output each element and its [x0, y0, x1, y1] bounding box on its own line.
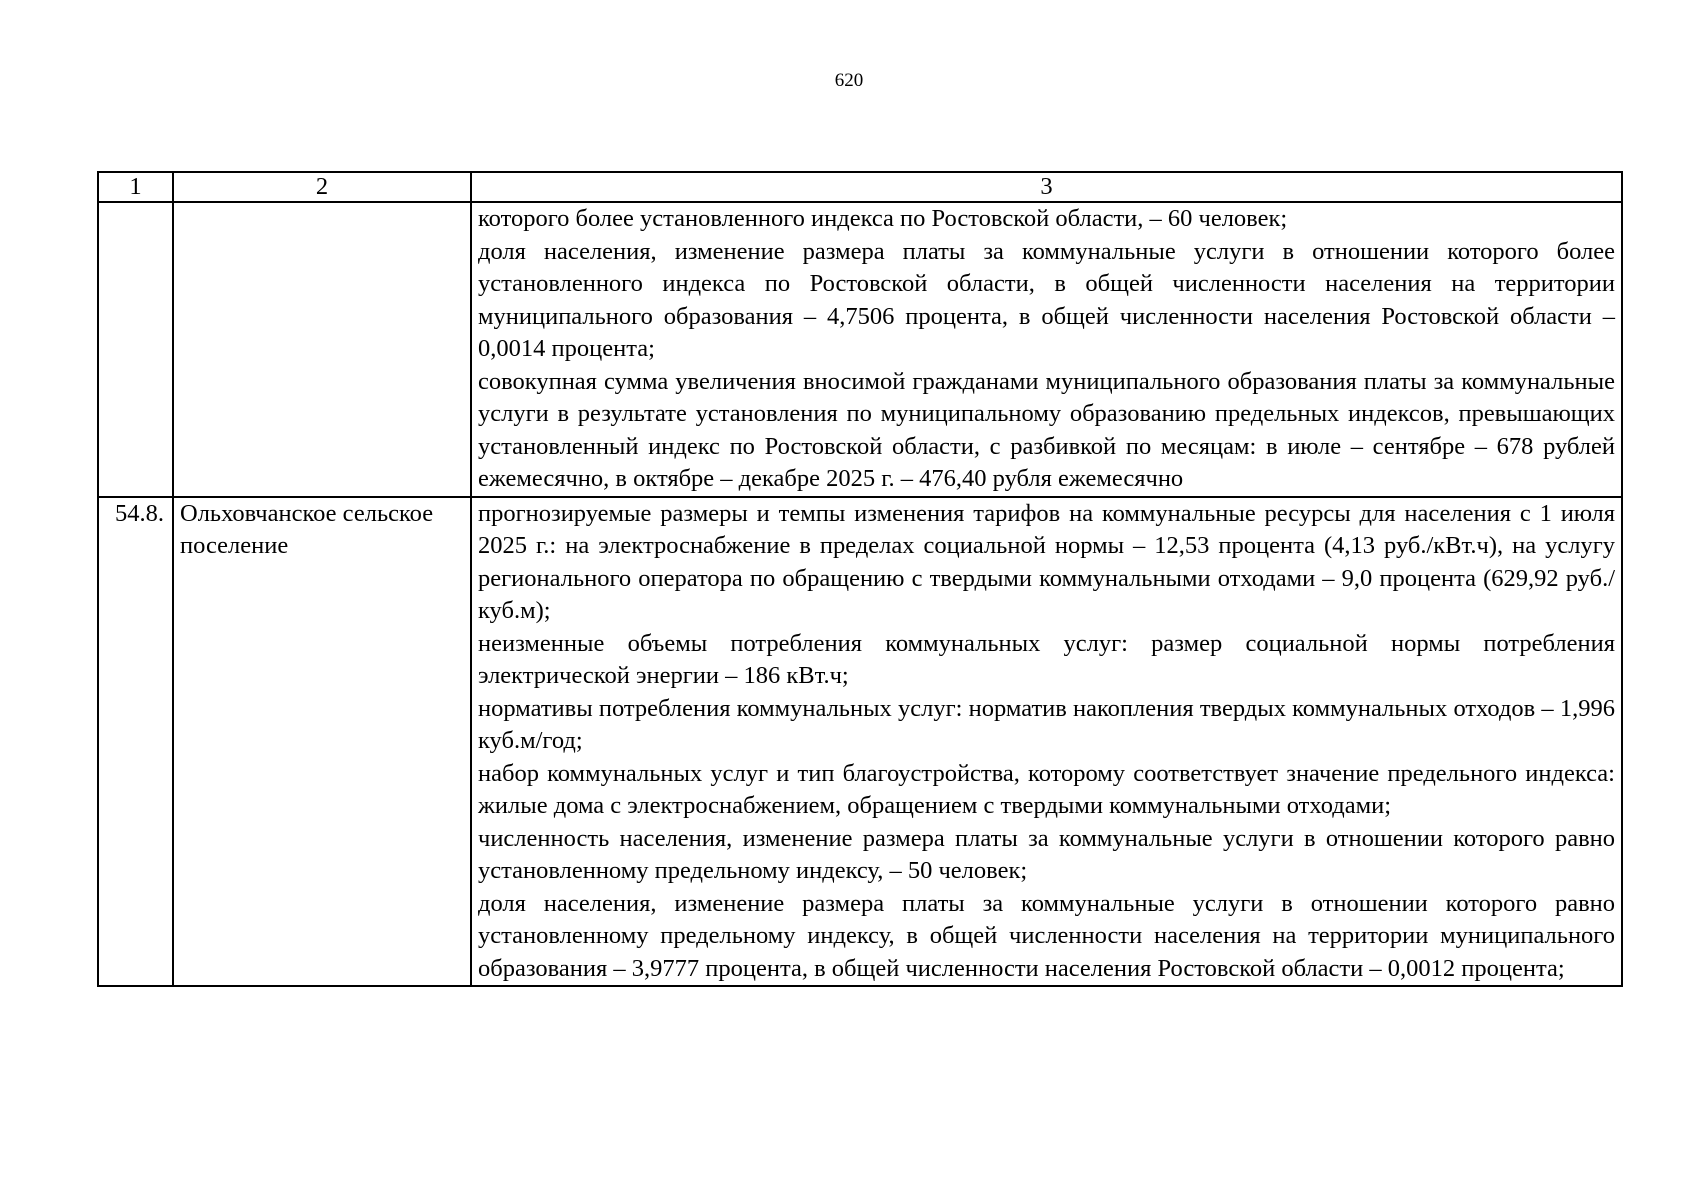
column-header-3: 3: [471, 172, 1622, 202]
column-header-2: 2: [173, 172, 471, 202]
column-header-1: 1: [98, 172, 173, 202]
description-paragraph: численность населения, изменение размера платы за коммунальные услуги в отношении которого равно установленному предельному индексу, – 50 человек;: [478, 824, 1615, 884]
row-number: 54.8.: [115, 499, 164, 527]
table-header-row: [98, 172, 1622, 202]
row-number-cell: [98, 202, 173, 497]
description-paragraph: набор коммунальных услуг и тип благоустройства, которому соответствует значение предельного индекса: жилые дома с электроснабжением, обращением с твердыми коммунальными отходами;: [478, 759, 1615, 819]
description-cell: [471, 202, 1622, 497]
description-cell: [471, 497, 1622, 987]
data-table: [97, 171, 1623, 987]
page-number: 620: [834, 70, 864, 91]
description-paragraph: доля населения, изменение размера платы за коммунальные услуги в отношении которого более установленного индекса по Ростовской области, в общей численности населения на территории муниципального образования – 4,7506 процента, в общей численности населения Ростовской области – 0,0014 процента;: [478, 237, 1615, 362]
description-paragraph: нормативы потребления коммунальных услуг: норматив накопления твердых коммунальных отходов – 1,996 куб.м/год;: [478, 694, 1615, 754]
description-paragraph: доля населения, изменение размера платы за коммунальные услуги в отношении которого равно установленному предельному индексу, в общей численности населения на территории муниципального образования – 3,9777 процента, в общей численности населения Ростовской области – 0,0012 процента;: [478, 889, 1615, 982]
table-row: [98, 497, 1622, 987]
description-paragraph: прогнозируемые размеры и темпы изменения тарифов на коммунальные ресурсы для населения с 1 июля 2025 г.: на электроснабжение в пределах социальной нормы – 12,53 процента (4,13 руб./кВт.ч), на услугу регионального оператора по обращению с твердыми коммунальными отходами – 9,0 процента (629,92 руб./куб.м);: [478, 499, 1615, 624]
municipality-name-cell: Ольховчанское сельское поселение: [173, 497, 471, 987]
table-row: [98, 202, 1622, 497]
municipality-name-cell: [173, 202, 471, 497]
row-number: [164, 205, 166, 232]
description-paragraph: неизменные объемы потребления коммунальных услуг: размер социальной нормы потребления электрической энергии – 186 кВт.ч;: [478, 629, 1615, 689]
description-paragraph: которого более установленного индекса по Ростовской области, – 60 человек;: [478, 205, 1288, 232]
row-number-cell: [98, 497, 173, 987]
description-paragraph: совокупная сумма увеличения вносимой гражданами муниципального образования платы за коммунальные услуги в результате установления по муниципальному образованию предельных индексов, превышающих установленный индекс по Ростовской области, с разбивкой по месяцам: в июле – сентябре – 678 рублей ежемесячно, в октябре – декабре 2025 г. – 476,40 рубля ежемесячно: [478, 367, 1615, 492]
